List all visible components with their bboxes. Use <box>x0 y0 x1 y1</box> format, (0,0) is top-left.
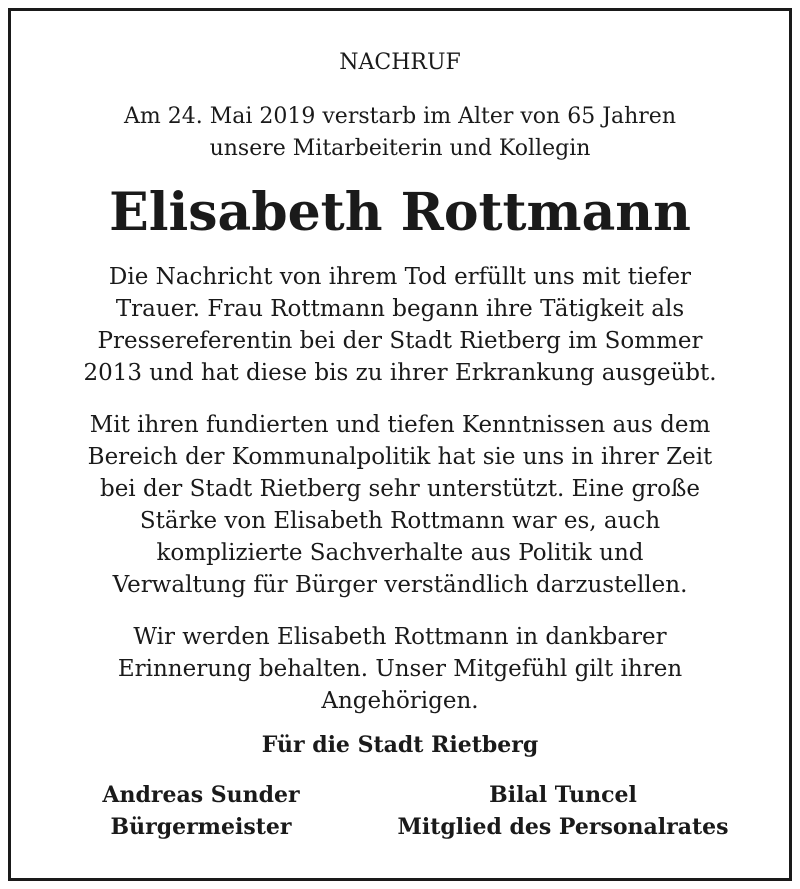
paragraph-line: 2013 und hat diese bis zu ihrer Erkrankung ausgeübt. <box>83 360 717 386</box>
heading: NACHRUF <box>339 50 461 75</box>
paragraph-1 <box>11 261 789 389</box>
signatory-left <box>11 779 391 843</box>
signatory-name: Bilal Tuncel <box>489 782 637 808</box>
obituary-frame <box>8 8 792 881</box>
paragraph-line: Angehörigen. <box>321 688 479 714</box>
signatory-right <box>373 779 753 843</box>
paragraph-3 <box>11 621 789 717</box>
deceased-name: Elisabeth Rottmann <box>109 182 691 243</box>
paragraph-line: komplizierte Sachverhalte aus Politik und <box>156 540 644 566</box>
paragraph-line: bei der Stadt Rietberg sehr unterstützt. Eine große <box>99 476 701 502</box>
paragraph-2 <box>11 409 789 601</box>
intro-line: unsere Mitarbeiterin und Kollegin <box>209 136 591 161</box>
paragraph-line: Verwaltung für Bürger verständlich darzustellen. <box>112 572 688 598</box>
intro-line: Am 24. Mai 2019 verstarb im Alter von 65 Jahren <box>124 104 676 129</box>
paragraph-line: Pressereferentin bei der Stadt Rietberg im Sommer <box>97 328 703 354</box>
signatory-name: Andreas Sunder <box>102 782 300 808</box>
paragraph-line: Bereich der Kommunalpolitik hat sie uns in ihrer Zeit <box>87 444 713 470</box>
paragraph-line: Erinnerung behalten. Unser Mitgefühl gilt ihren <box>117 656 683 682</box>
paragraph-line: Stärke von Elisabeth Rottmann war es, auch <box>139 508 661 534</box>
paragraph-line: Trauer. Frau Rottmann begann ihre Tätigkeit als <box>115 296 685 322</box>
paragraph-line: Die Nachricht von ihrem Tod erfüllt uns mit tiefer <box>108 264 692 290</box>
signatory-role: Mitglied des Personalrates <box>397 814 729 840</box>
on-behalf-line: Für die Stadt Rietberg <box>261 732 539 758</box>
paragraph-line: Wir werden Elisabeth Rottmann in dankbarer <box>133 624 667 650</box>
paragraph-line: Mit ihren fundierten und tiefen Kenntnissen aus dem <box>89 412 711 438</box>
signatory-role: Bürgermeister <box>110 814 292 840</box>
intro-text <box>11 101 789 165</box>
